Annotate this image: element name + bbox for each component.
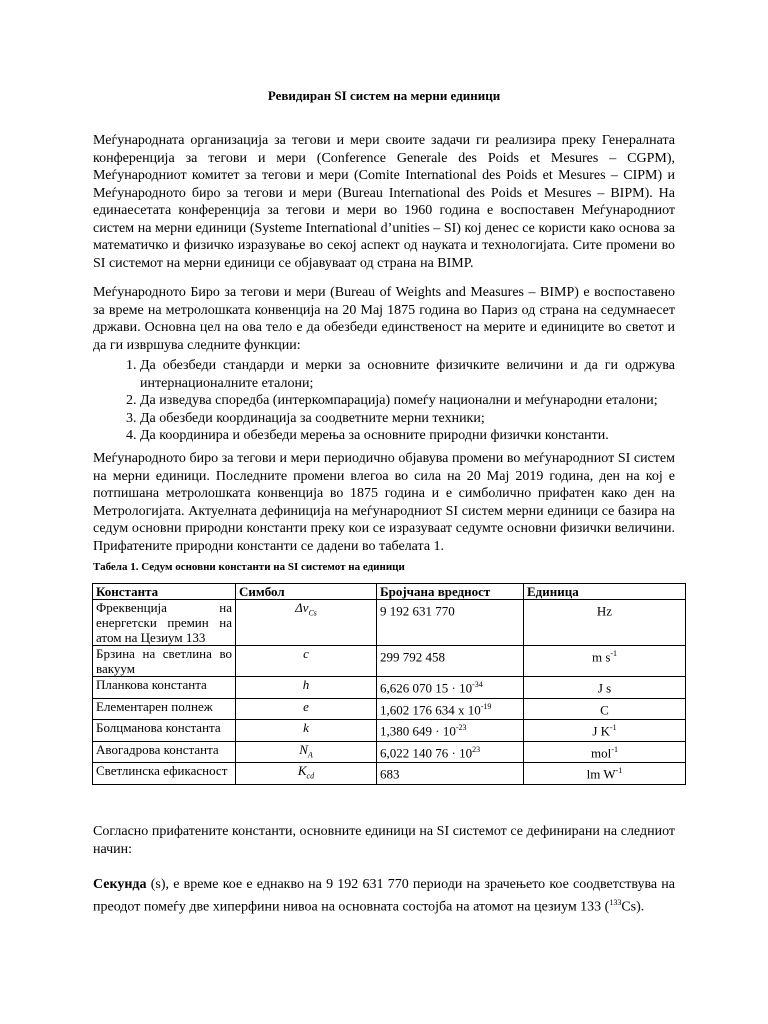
table-row (93, 698, 686, 720)
unit-text: J s (597, 680, 612, 696)
constant-unit (524, 600, 686, 646)
paragraph-second (93, 876, 675, 916)
list-item: 4. Да координира и обезбеди мерења за основните природни физички константи. (140, 427, 675, 445)
constant-name-text: Фреквенција на енергетски премин на атом на Цезиум 133 (96, 600, 232, 645)
table-row (93, 600, 686, 646)
constant-name (93, 677, 236, 699)
unit-text: m s (591, 649, 611, 665)
symbol-text: k (303, 720, 309, 736)
symbol-text: K (297, 763, 307, 779)
unit-text: J K (592, 723, 611, 739)
value-exponent: -34 (472, 680, 483, 689)
constant-symbol (236, 677, 377, 699)
second-definition-tail: Cs). (621, 899, 645, 915)
symbol-text: Δν (295, 600, 309, 615)
unit-text: lm W (586, 766, 616, 782)
symbol-text: c (303, 646, 309, 661)
table-row (93, 646, 686, 677)
constant-value (377, 741, 524, 763)
value-text: 299 792 458 (380, 649, 445, 665)
constant-unit (524, 720, 686, 742)
unit-text: Hz (596, 603, 613, 619)
list-item: 3. Да обезбеди координација за соодветните мерни техники; (140, 410, 675, 428)
constant-name-text: Брзина на светлина во вакуум (96, 646, 232, 676)
list-item: 1. Да обезбеди стандарди и мерки за основните физичките величини и да ги одржува интернационалните еталони; (140, 357, 675, 392)
constants-table (92, 583, 686, 785)
value-text: 6,022 140 76 · 10 (380, 745, 473, 761)
table-row (93, 720, 686, 742)
constant-name-text: Авогадрова константа (96, 741, 219, 757)
unit-exponent: -1 (615, 766, 623, 776)
value-text: 6,626 070 15 · 10 (380, 680, 473, 696)
constant-symbol (236, 741, 377, 763)
symbol-text: e (303, 698, 309, 714)
second-definition: (s), е време кое е еднакво на 9 192 631 770 периоди на зрачењето кое соодветствува на преодот помеѓу две хиперфини нивоа на основната состојба на атомот на цезиум 133 ( (93, 877, 675, 915)
term-second: Секунда (93, 877, 147, 892)
functions-list (93, 357, 675, 445)
constant-name-text: Елементарен полнеж (96, 698, 213, 714)
unit-exponent: -1 (610, 649, 618, 658)
constant-name-text: Планкова константа (96, 677, 207, 692)
unit-exponent: -1 (611, 744, 618, 754)
symbol-subscript: cd (306, 771, 315, 781)
table-caption: Табела 1. Седум основни константи на SI системот на единици (93, 561, 405, 573)
constant-value (377, 600, 524, 646)
value-text: 1,602 176 634 x 10 (380, 701, 481, 717)
constant-value (377, 677, 524, 699)
paragraph-changes: Меѓународното биро за тегови и мери периодично објавува промени во меѓународниот SI систем на мерни единици. Последните промени влегоа во сила на 20 Мај 2019 година, ден на кој е потпишана метролошката конвенција во 1875 година и е симболично прифатен како ден на Метрологијата. Актуелната дефиниција на меѓународниот SI систем мерни единици се базира на седум основни природни константи преку кои се изразуваат седумте основни физички величини. Прифатените природни константи се дадени во табелата 1. (93, 451, 675, 554)
constant-name (93, 646, 236, 677)
table-row (93, 763, 686, 785)
constant-name (93, 600, 236, 646)
constant-value (377, 698, 524, 720)
table-header-cell: Бројчана вредност (377, 584, 524, 600)
value-text: 1,380 649 · 10 (380, 723, 456, 739)
constant-unit (524, 646, 686, 677)
constant-value (377, 720, 524, 742)
constant-name-text: Светлинска ефикасност (96, 763, 228, 779)
table-row (93, 741, 686, 763)
symbol-subscript: Cs (308, 608, 317, 618)
constant-name-text: Болцманова константа (96, 720, 221, 736)
table-header-cell: Симбол (236, 584, 377, 600)
unit-text: C (600, 701, 609, 717)
table-header-cell: Единица (524, 584, 686, 600)
constant-symbol (236, 646, 377, 677)
paragraph-definitions: Согласно прифатените константи, основните единици на SI системот се дефинирани на следниот начин: (93, 824, 675, 857)
constant-value (377, 646, 524, 677)
paragraph-intro: Меѓународната организација за тегови и мери своите задачи ги реализира преку Генералната конференција за тегови и мери (Conference Generale des Poids et Mesures – CGPM), Меѓународниот комитет за тегови и мери (Comite International des Poids et Mesures – CIPM) и Меѓународното биро за тегови и мери (Bureau International des Poids et Mesures – BIPM). На единаесетата конференција за тегови и мери во 1960 година е воспоставен Меѓународниот систем на мерни единици (Systeme International d’unities – SI) кој денес се користи како основа за математичко и физичко изразување во секој аспект од науката и технологијата. Сите промени во SI системот на мерни единици се објавуваат од страна на BIMP. (93, 133, 675, 271)
constant-name (93, 698, 236, 720)
table-row (93, 677, 686, 699)
document-title: Ревидиран SI систем на мерни единици (267, 88, 501, 103)
symbol-text: h (302, 677, 310, 692)
constant-unit (524, 763, 686, 785)
paragraph-bipm: Меѓународното Биро за тегови и мери (Bureau of Weights and Measures – BIMP) е воспоставено за време на метролошката конвенција на 20 Мај 1875 година во Париз од страна на седумнаесет држави. Основна цел на ова тело е да обезбеди единственост на мерите и единиците во светот и да ги извршува следните функции: (93, 285, 675, 353)
constant-symbol (236, 698, 377, 720)
list-item: 2. Да изведува споредба (интеркомпарација) помеѓу национални и меѓународни еталони; (140, 392, 675, 410)
constant-unit (524, 741, 686, 763)
isotope-mass-number: 133 (609, 897, 622, 907)
value-text: 683 (380, 766, 400, 782)
constant-value (377, 763, 524, 785)
constant-name (93, 763, 236, 785)
value-text: 9 192 631 770 (380, 603, 455, 619)
value-exponent: -19 (480, 701, 492, 711)
table-body (93, 600, 686, 785)
constant-name (93, 741, 236, 763)
constant-unit (524, 698, 686, 720)
unit-text: mol (591, 745, 612, 761)
symbol-subscript: A (307, 750, 313, 760)
symbol-text: N (299, 741, 308, 757)
unit-exponent: -1 (610, 723, 617, 733)
table-header-cell: Константа (93, 584, 236, 600)
constant-name (93, 720, 236, 742)
constant-symbol (236, 720, 377, 742)
value-exponent: 23 (472, 744, 481, 754)
value-exponent: -23 (455, 723, 467, 733)
constant-symbol (236, 600, 377, 646)
table-header-row (93, 584, 686, 600)
constant-unit (524, 677, 686, 699)
constant-symbol (236, 763, 377, 785)
